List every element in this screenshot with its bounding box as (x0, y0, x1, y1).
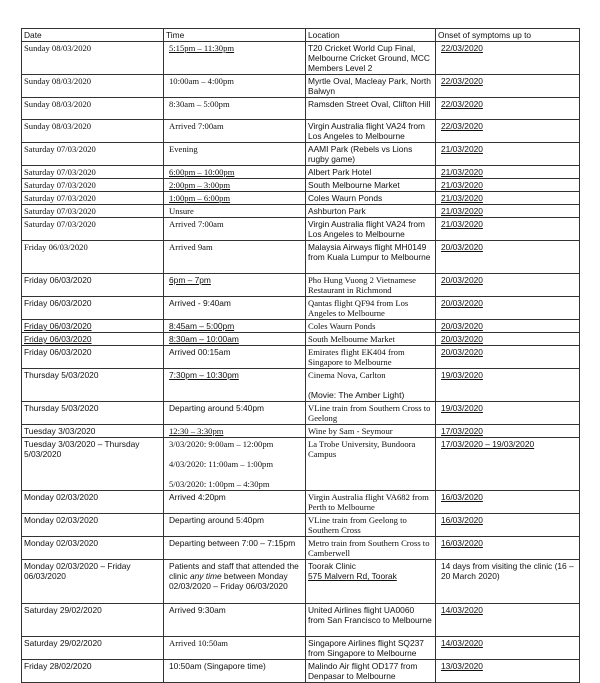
table-row (22, 42, 580, 75)
date-cell: Saturday 07/03/2020 (22, 218, 164, 241)
time-text-end: between Monday 02/03/2020 – Friday 06/03/2020 (169, 571, 288, 591)
location-cell: Coles Waurn Ponds (306, 320, 436, 333)
location-note: (Movie: The Amber Light) (308, 390, 405, 400)
location-cell: Virgin Australia flight VA24 from Los Angeles to Melbourne (306, 120, 436, 143)
date-cell: Friday 06/03/2020 (22, 333, 164, 346)
table-row (22, 537, 580, 560)
onset-cell: 21/03/2020 (436, 166, 580, 179)
date-cell: Friday 06/03/2020 (22, 297, 164, 320)
time-cell: 7:30pm – 10:30pm (164, 369, 306, 402)
date-cell: Sunday 08/03/2020 (22, 98, 164, 120)
table-row (22, 120, 580, 143)
time-cell: 5:15pm – 11:30pm (164, 42, 306, 75)
time-cell (164, 438, 306, 491)
onset-cell: 19/03/2020 (436, 369, 580, 402)
time-line: 5/03/2020: 1:00pm – 4:30pm (169, 479, 270, 489)
time-text-start: Patients and staff that attended the clinic (169, 561, 299, 581)
clinic-address: 575 Malvern Rd, Toorak (308, 571, 397, 581)
table-row (22, 346, 580, 369)
onset-cell: 22/03/2020 (436, 75, 580, 98)
date-cell: Sunday 08/03/2020 (22, 120, 164, 143)
location-cell: Pho Hung Vuong 2 Vietnamese Restaurant in Richmond (306, 274, 436, 297)
location-cell: Qantas flight QF94 from Los Angeles to Melbourne (306, 297, 436, 320)
location-cell: Ramsden Street Oval, Clifton Hill (306, 98, 436, 120)
onset-cell: 17/03/2020 (436, 425, 580, 438)
date-cell: Saturday 07/03/2020 (22, 205, 164, 218)
table-row (22, 218, 580, 241)
onset-header: Onset of symptoms up to (436, 29, 580, 42)
onset-cell: 20/03/2020 (436, 274, 580, 297)
onset-cell: 20/03/2020 (436, 297, 580, 320)
table-row (22, 205, 580, 218)
time-header: Time (164, 29, 306, 42)
location-cell: Ashburton Park (306, 205, 436, 218)
time-cell: Departing between 7:00 – 7:15pm (164, 537, 306, 560)
table-row (22, 514, 580, 537)
location-cell: T20 Cricket World Cup Final, Melbourne Cricket Ground, MCC Members Level 2 (306, 42, 436, 75)
date-cell: Sunday 08/03/2020 (22, 42, 164, 75)
location-cell: VLine train from Geelong to Southern Cross (306, 514, 436, 537)
table-row (22, 320, 580, 333)
onset-cell: 13/03/2020 (436, 660, 580, 683)
date-cell: Friday 06/03/2020 (22, 346, 164, 369)
table-row (22, 241, 580, 274)
date-header: Date (22, 29, 164, 42)
location-cell: La Trobe University, Bundoora Campus (306, 438, 436, 491)
table-row (22, 660, 580, 683)
onset-cell: 14/03/2020 (436, 604, 580, 637)
time-cell: 2:00pm – 3:00pm (164, 179, 306, 192)
onset-cell: 14/03/2020 (436, 637, 580, 660)
location-cell: Albert Park Hotel (306, 166, 436, 179)
date-cell: Friday 06/03/2020 (22, 320, 164, 333)
onset-cell: 16/03/2020 (436, 537, 580, 560)
onset-cell: 22/03/2020 (436, 120, 580, 143)
location-cell: Virgin Australia flight VA682 from Perth to Melbourne (306, 491, 436, 514)
location-cell: United Airlines flight UA0060 from San Francisco to Melbourne (306, 604, 436, 637)
time-cell: Arrived 7:00am (164, 120, 306, 143)
onset-cell: 21/03/2020 (436, 179, 580, 192)
location-header: Location (306, 29, 436, 42)
table-row (22, 166, 580, 179)
date-cell: Saturday 29/02/2020 (22, 604, 164, 637)
date-cell: Sunday 08/03/2020 (22, 75, 164, 98)
time-line: 3/03/2020: 9:00am – 12:00pm (169, 439, 274, 449)
date-cell: Saturday 07/03/2020 (22, 192, 164, 205)
clinic-name: Toorak Clinic (308, 561, 356, 571)
table-row (22, 369, 580, 402)
onset-cell: 21/03/2020 (436, 192, 580, 205)
time-cell: Arrived 10:50am (164, 637, 306, 660)
time-cell: 6:00pm – 10:00pm (164, 166, 306, 179)
table-row (22, 425, 580, 438)
time-cell: Evening (164, 143, 306, 166)
date-cell: Monday 02/03/2020 – Friday 06/03/2020 (22, 560, 164, 604)
table-row (22, 491, 580, 514)
date-cell: Friday 06/03/2020 (22, 274, 164, 297)
time-cell: 10:00am – 4:00pm (164, 75, 306, 98)
date-cell: Thursday 5/03/2020 (22, 369, 164, 402)
table-row (22, 143, 580, 166)
date-cell: Thursday 5/03/2020 (22, 402, 164, 425)
date-cell: Saturday 07/03/2020 (22, 166, 164, 179)
onset-cell: 19/03/2020 (436, 402, 580, 425)
time-cell: Arrived 00:15am (164, 346, 306, 369)
time-text-emphasis: any time (189, 571, 222, 581)
time-cell: 6pm – 7pm (164, 274, 306, 297)
onset-cell: 21/03/2020 (436, 205, 580, 218)
time-cell: Arrived - 9:40am (164, 297, 306, 320)
table-header-row (22, 29, 580, 42)
date-cell: Saturday 07/03/2020 (22, 143, 164, 166)
location-cell (306, 560, 436, 604)
time-cell: 10:50am (Singapore time) (164, 660, 306, 683)
date-cell: Tuesday 3/03/2020 – Thursday 5/03/2020 (22, 438, 164, 491)
location-cell: Wine by Sam - Seymour (306, 425, 436, 438)
time-cell: Arrived 9:30am (164, 604, 306, 637)
date-cell: Saturday 29/02/2020 (22, 637, 164, 660)
onset-cell: 20/03/2020 (436, 333, 580, 346)
date-cell: Friday 28/02/2020 (22, 660, 164, 683)
time-cell: Unsure (164, 205, 306, 218)
location-cell: VLine train from Southern Cross to Geelong (306, 402, 436, 425)
time-cell: Arrived 4:20pm (164, 491, 306, 514)
time-cell: 8:45am – 5:00pm (164, 320, 306, 333)
location-cell: AAMI Park (Rebels vs Lions rugby game) (306, 143, 436, 166)
onset-cell: 22/03/2020 (436, 98, 580, 120)
table-row (22, 192, 580, 205)
location-cell: Myrtle Oval, Macleay Park, North Balwyn (306, 75, 436, 98)
location-cell: South Melbourne Market (306, 333, 436, 346)
date-cell: Friday 06/03/2020 (22, 241, 164, 274)
onset-cell: 20/03/2020 (436, 241, 580, 274)
location-cell: Virgin Australia flight VA24 from Los Angeles to Melbourne (306, 218, 436, 241)
date-cell: Tuesday 3/03/2020 (22, 425, 164, 438)
table-row (22, 274, 580, 297)
onset-cell: 20/03/2020 (436, 320, 580, 333)
location-cell: Metro train from Southern Cross to Camberwell (306, 537, 436, 560)
onset-cell: 21/03/2020 (436, 143, 580, 166)
location-cell: Malindo Air flight OD177 from Denpasar to Melbourne (306, 660, 436, 683)
time-cell (164, 560, 306, 604)
location-cell: Emirates flight EK404 from Singapore to Melbourne (306, 346, 436, 369)
location-cell: Coles Waurn Ponds (306, 192, 436, 205)
time-cell: 8:30am – 5:00pm (164, 98, 306, 120)
table-row (22, 98, 580, 120)
table-row (22, 333, 580, 346)
date-cell: Saturday 07/03/2020 (22, 179, 164, 192)
onset-cell: 21/03/2020 (436, 218, 580, 241)
date-cell: Monday 02/03/2020 (22, 537, 164, 560)
location-cell: Malaysia Airways flight MH0149 from Kuala Lumpur to Melbourne (306, 241, 436, 274)
table-row (22, 75, 580, 98)
onset-cell: 16/03/2020 (436, 514, 580, 537)
onset-cell: 22/03/2020 (436, 42, 580, 75)
table-row (22, 402, 580, 425)
location-cell (306, 369, 436, 402)
table-row (22, 637, 580, 660)
location-cell: South Melbourne Market (306, 179, 436, 192)
onset-cell: 20/03/2020 (436, 346, 580, 369)
time-cell: Arrived 9am (164, 241, 306, 274)
table-row (22, 560, 580, 604)
onset-cell: 17/03/2020 – 19/03/2020 (436, 438, 580, 491)
time-cell: 1:00pm – 6:00pm (164, 192, 306, 205)
date-cell: Monday 02/03/2020 (22, 514, 164, 537)
time-cell: 8:30am – 10:00am (164, 333, 306, 346)
table-row (22, 604, 580, 637)
table-row (22, 297, 580, 320)
time-cell: 12:30 – 3:30pm (164, 425, 306, 438)
date-cell: Monday 02/03/2020 (22, 491, 164, 514)
onset-cell: 16/03/2020 (436, 491, 580, 514)
time-cell: Arrived 7:00am (164, 218, 306, 241)
time-cell: Departing around 5:40pm (164, 514, 306, 537)
exposure-sites-table (21, 28, 580, 683)
location-cell: Singapore Airlines flight SQ237 from Singapore to Melbourne (306, 637, 436, 660)
table-row (22, 179, 580, 192)
time-line: 4/03/2020: 11:00am – 1:00pm (169, 459, 273, 469)
time-cell: Departing around 5:40pm (164, 402, 306, 425)
table-row (22, 438, 580, 491)
location-venue: Cinema Nova, Carlton (308, 370, 386, 380)
onset-cell: 14 days from visiting the clinic (16 – 20 March 2020) (436, 560, 580, 604)
